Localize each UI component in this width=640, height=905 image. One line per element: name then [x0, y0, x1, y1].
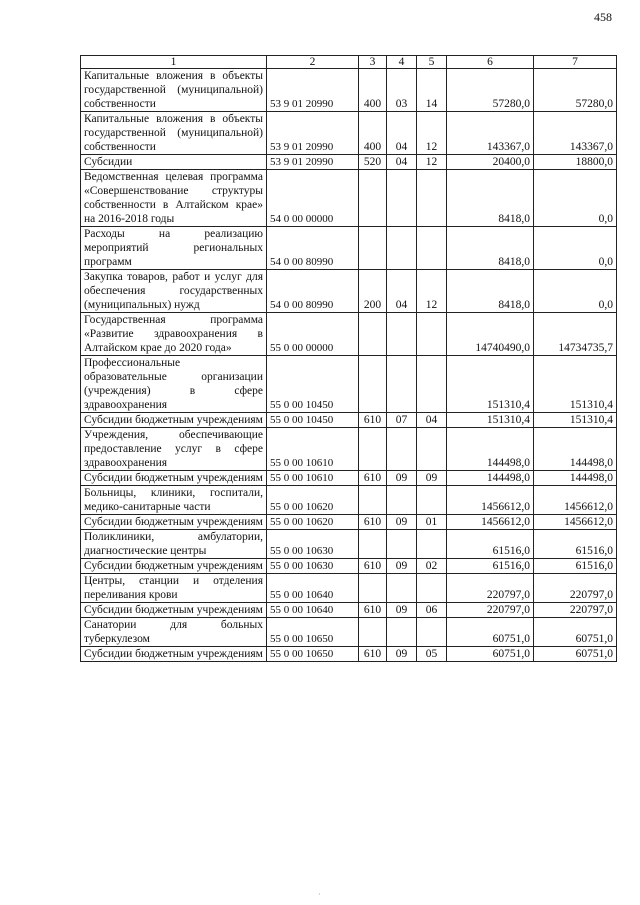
cell-code: 53 9 01 20990 — [267, 112, 359, 155]
cell-c3: 400 — [359, 69, 387, 112]
column-header: 1 — [81, 56, 267, 69]
cell-c3 — [359, 618, 387, 647]
cell-c3 — [359, 227, 387, 270]
cell-c5 — [417, 574, 447, 603]
cell-name: Больницы, клиники, госпитали, медико-санитарные части — [81, 486, 267, 515]
cell-c5 — [417, 170, 447, 227]
cell-v7: 60751,0 — [534, 618, 617, 647]
cell-c5: 04 — [417, 413, 447, 428]
table-row — [81, 428, 617, 471]
cell-name: Субсидии — [81, 155, 267, 170]
cell-v7: 14734735,7 — [534, 313, 617, 356]
cell-v6: 220797,0 — [447, 603, 534, 618]
table-row — [81, 603, 617, 618]
cell-v6: 143367,0 — [447, 112, 534, 155]
cell-c5: 12 — [417, 112, 447, 155]
cell-c4 — [387, 227, 417, 270]
cell-c5: 09 — [417, 471, 447, 486]
cell-c3: 400 — [359, 112, 387, 155]
cell-c4 — [387, 428, 417, 471]
cell-code: 54 0 00 80990 — [267, 227, 359, 270]
cell-v6: 220797,0 — [447, 574, 534, 603]
cell-c4 — [387, 486, 417, 515]
cell-c4: 04 — [387, 155, 417, 170]
cell-code: 55 0 00 10620 — [267, 515, 359, 530]
table-row — [81, 413, 617, 428]
cell-c5: 06 — [417, 603, 447, 618]
cell-c5 — [417, 428, 447, 471]
cell-c3: 200 — [359, 270, 387, 313]
column-header: 7 — [534, 56, 617, 69]
cell-c5: 02 — [417, 559, 447, 574]
cell-c5 — [417, 227, 447, 270]
cell-code: 54 0 00 00000 — [267, 170, 359, 227]
cell-c4 — [387, 574, 417, 603]
cell-code: 55 0 00 10450 — [267, 356, 359, 413]
cell-c3: 610 — [359, 603, 387, 618]
cell-c4 — [387, 530, 417, 559]
cell-v7: 0,0 — [534, 270, 617, 313]
cell-c3: 610 — [359, 413, 387, 428]
cell-v6: 20400,0 — [447, 155, 534, 170]
cell-v7: 1456612,0 — [534, 515, 617, 530]
table-row — [81, 112, 617, 155]
cell-c3: 610 — [359, 559, 387, 574]
cell-c3 — [359, 356, 387, 413]
cell-c5: 12 — [417, 155, 447, 170]
cell-c5: 14 — [417, 69, 447, 112]
cell-v6: 144498,0 — [447, 428, 534, 471]
cell-name: Субсидии бюджетным учреждениям — [81, 471, 267, 486]
cell-v6: 14740490,0 — [447, 313, 534, 356]
cell-v7: 1456612,0 — [534, 486, 617, 515]
cell-name: Учреждения, обеспечивающие предоставление услуг в сфере здравоохранения — [81, 428, 267, 471]
cell-name: Ведомственная целевая программа «Совершенствование структуры собственности в Алтайском крае» на 2016-2018 годы — [81, 170, 267, 227]
cell-name: Субсидии бюджетным учреждениям — [81, 515, 267, 530]
cell-c3 — [359, 574, 387, 603]
cell-code: 55 0 00 10450 — [267, 413, 359, 428]
cell-c4: 07 — [387, 413, 417, 428]
cell-code: 54 0 00 80990 — [267, 270, 359, 313]
column-header: 3 — [359, 56, 387, 69]
table-row — [81, 559, 617, 574]
cell-name: Закупка товаров, работ и услуг для обеспечения государственных (муниципальных) нужд — [81, 270, 267, 313]
cell-c4: 09 — [387, 471, 417, 486]
table-row — [81, 356, 617, 413]
cell-c4: 04 — [387, 112, 417, 155]
cell-c3: 610 — [359, 471, 387, 486]
cell-c4: 09 — [387, 515, 417, 530]
cell-code: 53 9 01 20990 — [267, 69, 359, 112]
cell-v6: 61516,0 — [447, 559, 534, 574]
table-row — [81, 313, 617, 356]
cell-c5 — [417, 313, 447, 356]
cell-v7: 151310,4 — [534, 413, 617, 428]
cell-v6: 57280,0 — [447, 69, 534, 112]
cell-c3: 610 — [359, 515, 387, 530]
cell-v7: 144498,0 — [534, 428, 617, 471]
cell-c4: 04 — [387, 270, 417, 313]
cell-v7: 220797,0 — [534, 574, 617, 603]
cell-v7: 0,0 — [534, 170, 617, 227]
cell-code: 55 0 00 10650 — [267, 647, 359, 662]
table-row — [81, 155, 617, 170]
cell-c4: 09 — [387, 603, 417, 618]
cell-name: Санатории для больных туберкулезом — [81, 618, 267, 647]
cell-v6: 151310,4 — [447, 413, 534, 428]
cell-name: Субсидии бюджетным учреждениям — [81, 647, 267, 662]
table-row — [81, 574, 617, 603]
table-row — [81, 618, 617, 647]
cell-v6: 8418,0 — [447, 227, 534, 270]
cell-c3: 610 — [359, 647, 387, 662]
cell-c5: 01 — [417, 515, 447, 530]
table-row — [81, 69, 617, 112]
cell-v6: 1456612,0 — [447, 486, 534, 515]
cell-code: 53 9 01 20990 — [267, 155, 359, 170]
cell-c4 — [387, 170, 417, 227]
cell-c5: 05 — [417, 647, 447, 662]
column-header: 6 — [447, 56, 534, 69]
cell-code: 55 0 00 10640 — [267, 603, 359, 618]
cell-v6: 144498,0 — [447, 471, 534, 486]
table-row — [81, 270, 617, 313]
cell-c3 — [359, 313, 387, 356]
cell-v6: 60751,0 — [447, 647, 534, 662]
cell-v7: 18800,0 — [534, 155, 617, 170]
cell-name: Субсидии бюджетным учреждениям — [81, 413, 267, 428]
cell-code: 55 0 00 10630 — [267, 530, 359, 559]
cell-c3 — [359, 530, 387, 559]
cell-v6: 151310,4 — [447, 356, 534, 413]
cell-c3 — [359, 428, 387, 471]
page-number: 458 — [594, 10, 612, 24]
cell-name: Капитальные вложения в объекты государственной (муниципальной) собственности — [81, 112, 267, 155]
cell-c3: 520 — [359, 155, 387, 170]
cell-name: Субсидии бюджетным учреждениям — [81, 559, 267, 574]
cell-c5 — [417, 486, 447, 515]
cell-code: 55 0 00 10610 — [267, 471, 359, 486]
column-header: 2 — [267, 56, 359, 69]
table-row — [81, 647, 617, 662]
table-row — [81, 227, 617, 270]
column-header: 5 — [417, 56, 447, 69]
cell-v7: 144498,0 — [534, 471, 617, 486]
cell-c3 — [359, 170, 387, 227]
header-row — [81, 56, 617, 69]
cell-c4: 09 — [387, 647, 417, 662]
cell-v6: 60751,0 — [447, 618, 534, 647]
cell-c5 — [417, 356, 447, 413]
cell-c3 — [359, 486, 387, 515]
cell-code: 55 0 00 10630 — [267, 559, 359, 574]
cell-v7: 61516,0 — [534, 530, 617, 559]
cell-c4: 09 — [387, 559, 417, 574]
cell-code: 55 0 00 10610 — [267, 428, 359, 471]
cell-c5 — [417, 530, 447, 559]
cell-code: 55 0 00 10640 — [267, 574, 359, 603]
cell-c5 — [417, 618, 447, 647]
table-row — [81, 471, 617, 486]
cell-v6: 8418,0 — [447, 270, 534, 313]
budget-table — [80, 55, 617, 662]
cell-name: Капитальные вложения в объекты государственной (муниципальной) собственности — [81, 69, 267, 112]
cell-v7: 0,0 — [534, 227, 617, 270]
table-row — [81, 530, 617, 559]
scan-mark: · — [318, 890, 321, 899]
cell-v6: 61516,0 — [447, 530, 534, 559]
cell-c5: 12 — [417, 270, 447, 313]
cell-c4 — [387, 618, 417, 647]
cell-v7: 143367,0 — [534, 112, 617, 155]
table-row — [81, 486, 617, 515]
cell-v7: 60751,0 — [534, 647, 617, 662]
cell-c4 — [387, 313, 417, 356]
cell-code: 55 0 00 10650 — [267, 618, 359, 647]
cell-v7: 220797,0 — [534, 603, 617, 618]
cell-v6: 8418,0 — [447, 170, 534, 227]
cell-c4 — [387, 356, 417, 413]
cell-code: 55 0 00 10620 — [267, 486, 359, 515]
cell-v7: 57280,0 — [534, 69, 617, 112]
cell-v7: 151310,4 — [534, 356, 617, 413]
cell-name: Расходы на реализацию мероприятий региональных программ — [81, 227, 267, 270]
table-row — [81, 515, 617, 530]
cell-name: Центры, станции и отделения переливания крови — [81, 574, 267, 603]
cell-code: 55 0 00 00000 — [267, 313, 359, 356]
cell-name: Субсидии бюджетным учреждениям — [81, 603, 267, 618]
cell-v6: 1456612,0 — [447, 515, 534, 530]
cell-name: Поликлиники, амбулатории, диагностические центры — [81, 530, 267, 559]
cell-c4: 03 — [387, 69, 417, 112]
cell-v7: 61516,0 — [534, 559, 617, 574]
table-row — [81, 170, 617, 227]
cell-name: Государственная программа «Развитие здравоохранения в Алтайском крае до 2020 года» — [81, 313, 267, 356]
cell-name: Профессиональные образовательные организации (учреждения) в сфере здравоохранения — [81, 356, 267, 413]
column-header: 4 — [387, 56, 417, 69]
